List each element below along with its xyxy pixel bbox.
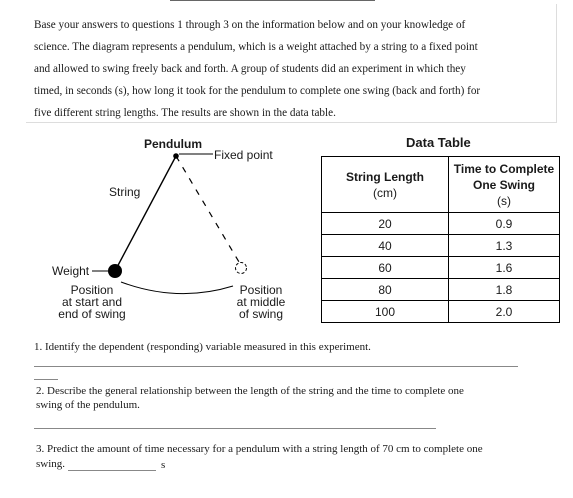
table-row: [322, 279, 560, 301]
answer-blank-3[interactable]: [68, 470, 156, 471]
question-2-line-1: 2. Describe the general relationship between the length of the string and the time to complete one: [36, 385, 464, 397]
table-header-row: [322, 157, 560, 213]
swing-time-cell: 1.6: [449, 257, 560, 279]
col2-header-text: One Swing: [472, 177, 535, 192]
swing-time-cell: 1.3: [449, 235, 560, 257]
fixed-point-label: Fixed point: [214, 148, 273, 162]
start-position-label: [52, 284, 132, 320]
question-2-line-2: swing of the pendulum.: [36, 399, 140, 411]
middle-position-label: [229, 284, 293, 320]
string-length-cell: 40: [322, 235, 449, 257]
string-line: [115, 156, 176, 271]
middle-string-dashed: [176, 156, 239, 262]
intro-line: and allowed to swing freely back and forth. A group of students did an experiment in which they: [34, 63, 466, 75]
middle-ball-outline: [236, 263, 247, 274]
middle-label-line: at middle: [236, 295, 286, 309]
question-3-line-2: swing.: [36, 458, 66, 470]
intro-line: timed, in seconds (s), how long it took for the pendulum to complete one swing (back and forth) for: [34, 85, 481, 97]
intro-line: Base your answers to questions 1 through 3 on the information below and on your knowledge of: [34, 19, 466, 31]
table-row: [322, 235, 560, 257]
start-label-line: end of swing: [58, 307, 126, 321]
col2-header: [449, 157, 560, 213]
fixed-point-dot: [173, 153, 179, 159]
weight-label: Weight: [52, 264, 90, 278]
swing-time-cell: 0.9: [449, 213, 560, 235]
string-length-cell: 60: [322, 257, 449, 279]
start-label-line: at start and: [61, 295, 123, 309]
swing-time-cell: 2.0: [449, 301, 560, 323]
table-row: [322, 257, 560, 279]
question-1: 1. Identify the dependent (responding) variable measured in this experiment.: [34, 341, 371, 353]
question-3-unit: s: [161, 459, 166, 471]
string-length-cell: 80: [322, 279, 449, 301]
string-label: String: [109, 185, 141, 199]
question-3-line-1: 3. Predict the amount of time necessary for a pendulum with a string length of 70 cm to complete one: [36, 443, 483, 455]
start-label-line: Position: [70, 283, 114, 297]
pendulum-title: Pendulum: [144, 137, 203, 151]
swing-time-cell: 1.8: [449, 279, 560, 301]
col1-header-text: String Length: [346, 169, 424, 184]
middle-label-line: Position: [239, 283, 283, 297]
col2-header-unit: (s): [497, 193, 511, 208]
intro-line: five different string lengths. The results are shown in the data table.: [34, 107, 336, 119]
data-table-title: Data Table: [406, 135, 471, 150]
col1-header: [322, 157, 449, 213]
intro-line: science. The diagram represents a pendulum, which is a weight attached by a string to a fixed point: [34, 41, 478, 53]
string-length-cell: 100: [322, 301, 449, 323]
col1-header-unit: (cm): [373, 185, 397, 200]
swing-arc: [121, 282, 233, 294]
middle-label-line: of swing: [238, 307, 284, 321]
data-table: [321, 156, 560, 323]
answer-line-2[interactable]: [34, 428, 436, 429]
table-row: [322, 213, 560, 235]
weight-ball: [108, 264, 122, 278]
answer-line-1b: [34, 379, 58, 380]
answer-line-1[interactable]: [34, 366, 518, 367]
string-length-cell: 20: [322, 213, 449, 235]
table-row: [322, 301, 560, 323]
col2-header-text: Time to Complete: [453, 161, 555, 176]
